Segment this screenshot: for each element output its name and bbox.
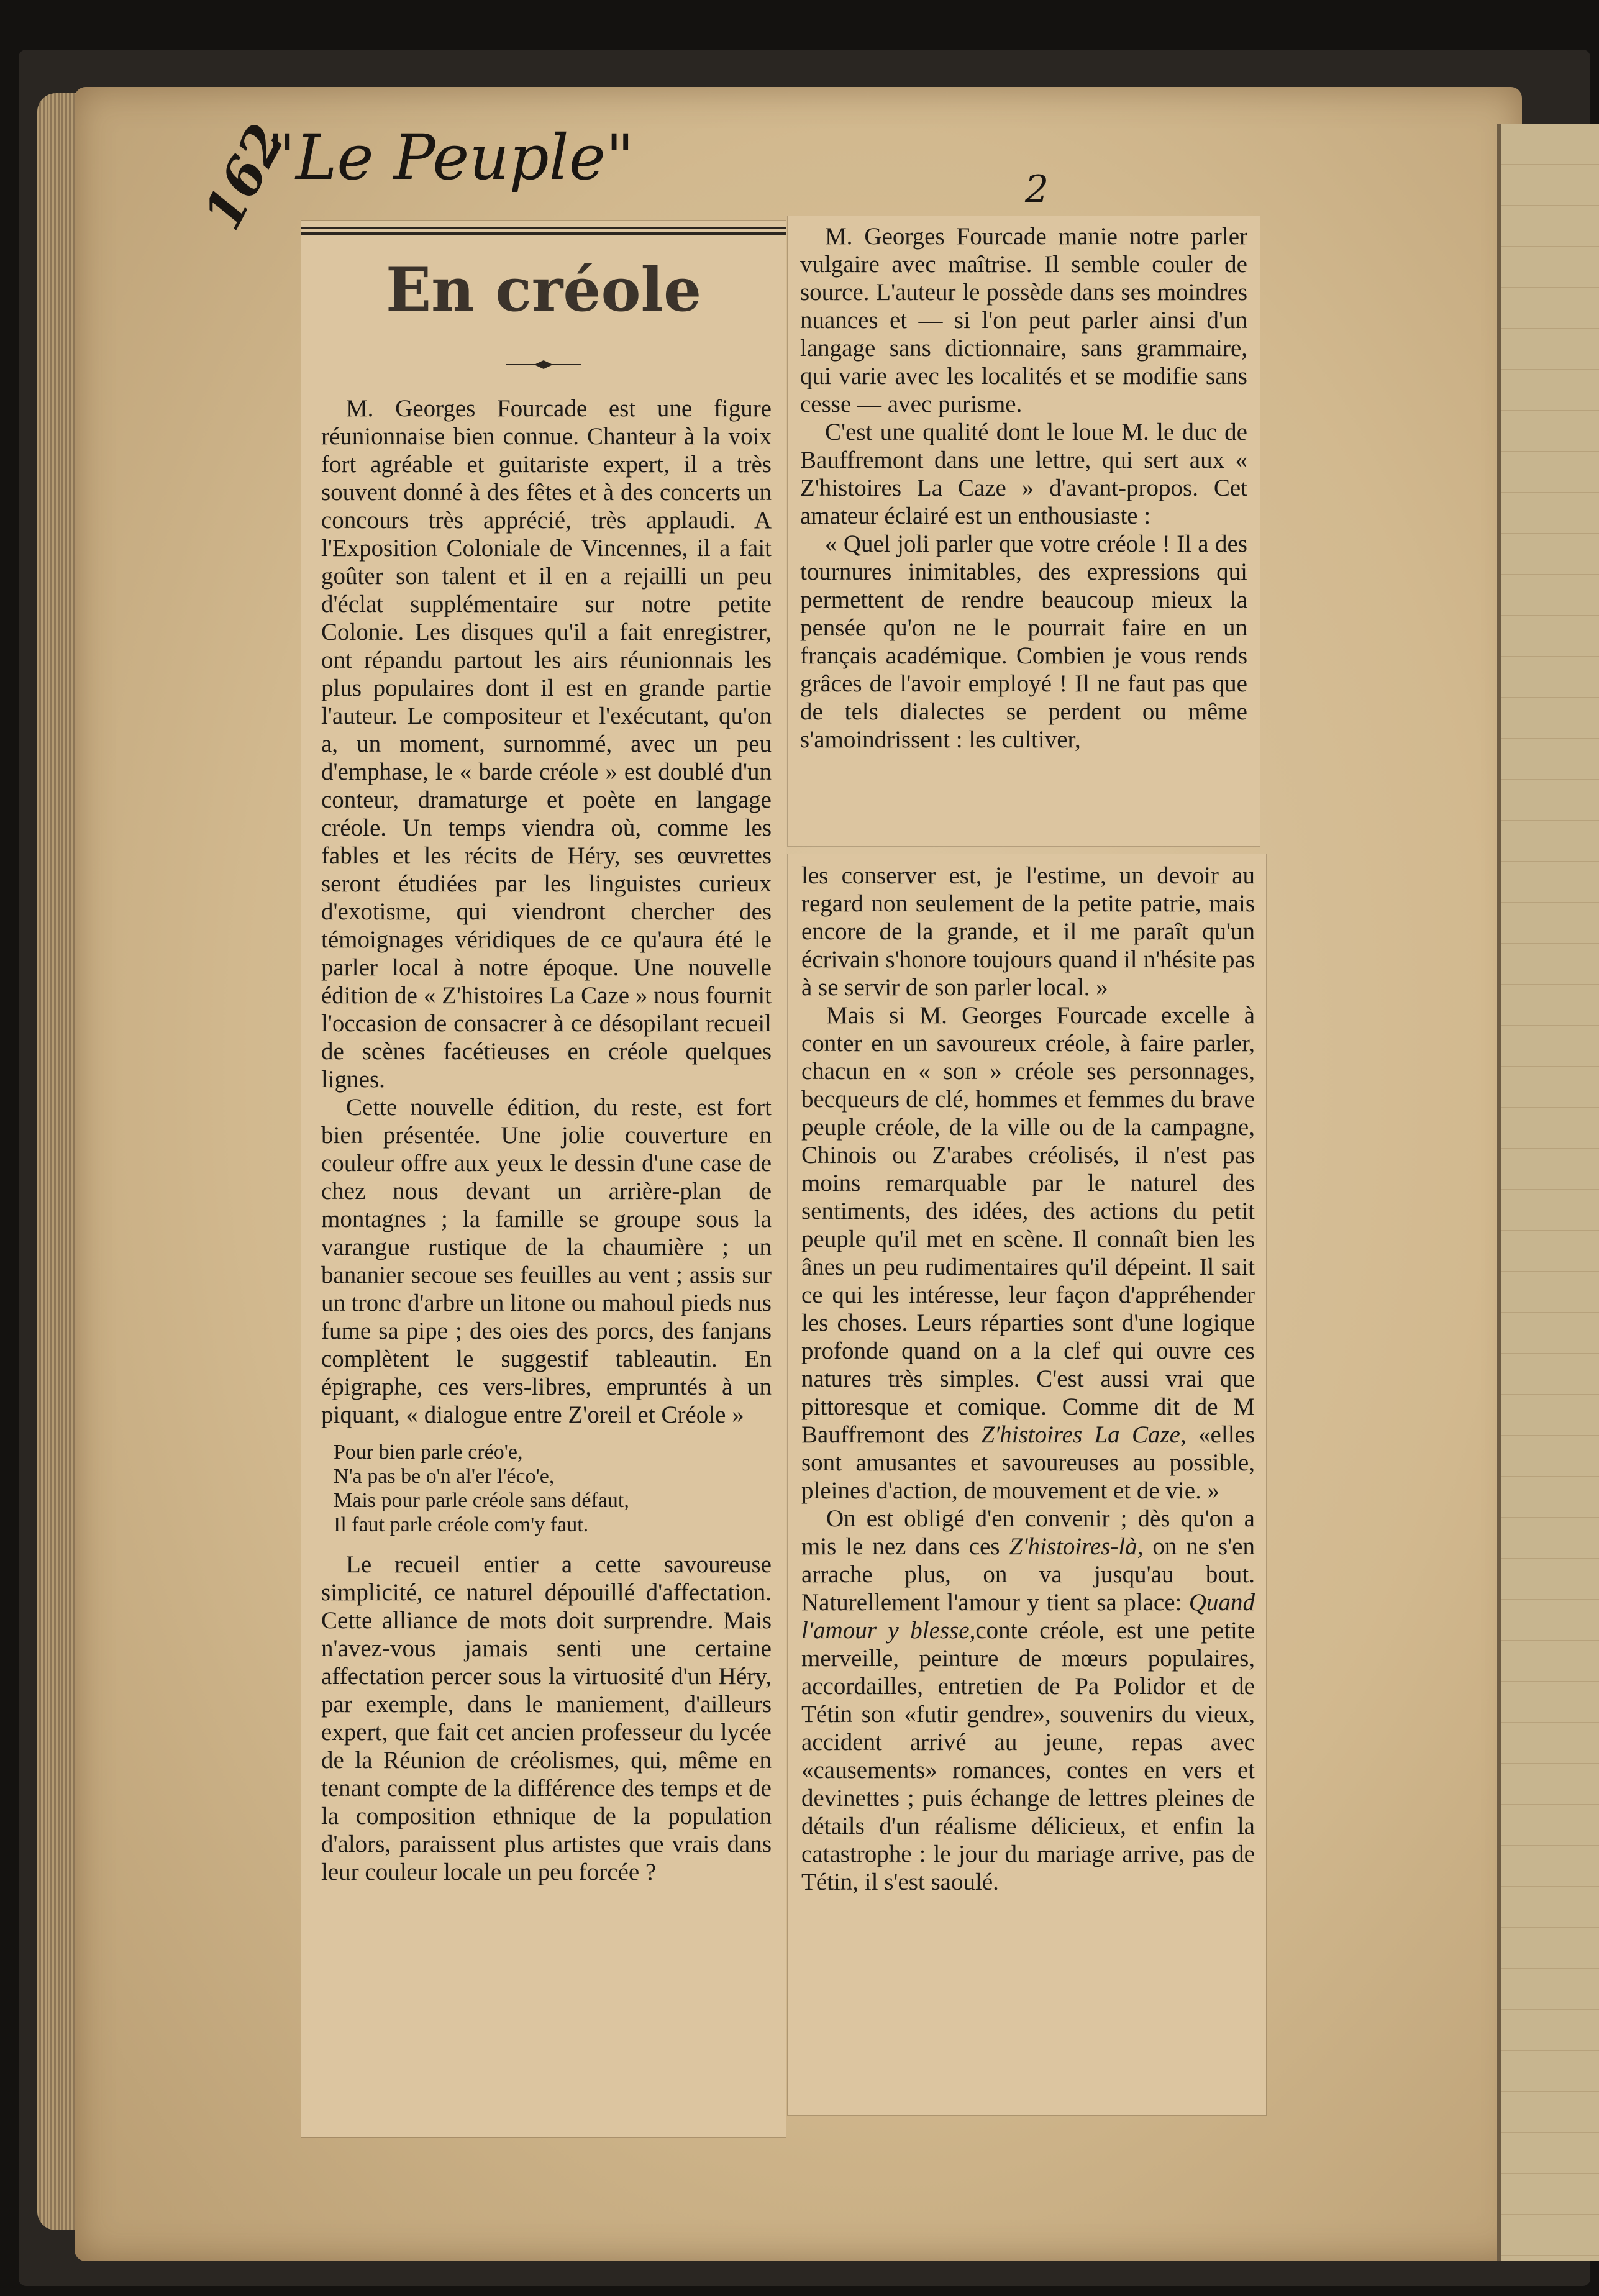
- clipping-column-3: [788, 854, 1266, 2115]
- handwritten-page-number: 162: [191, 114, 297, 240]
- article-column-3: [801, 862, 1255, 1896]
- text-run: conte créole, est une petite merveille, peinture de mœurs populaires, accordailles, entretien de Pa Polidor et de Tétin son «futir gendre», souvenirs du vieux, accident arrivé au jeune, repas avec «causements» romances, contes en vers et devinettes ; puis échange de lettres pleines de détails d'un réalisme délicieux, et enfin la catastrophe : le jour du mariage arrive, pas de Tétin, il s'est saoulé.: [801, 1617, 1255, 1895]
- clipping-column-1: [301, 221, 786, 2137]
- handwritten-newspaper-name: "Le Peuple": [267, 121, 634, 194]
- italic-title: Z'histoires-là,: [1009, 1533, 1144, 1560]
- paragraph: [801, 1001, 1255, 1505]
- paragraph: « Quel joli parler que votre créole ! Il a des tournures inimitables, des expressions qui permettent de rendre beaucoup mieux la pensée qu'on ne le pourrait faire en un français académique. Combien je vous rends grâces de l'avoir employé ! Il ne faut pas que de tels dialectes se perdent ou même s'amoindrissent : les cultiver,: [800, 531, 1247, 753]
- italic-title: Z'histoires La Caze,: [981, 1421, 1187, 1448]
- verse-line: Il faut parle créole com'y faut.: [334, 1513, 589, 1536]
- text-run: On est obligé d'en convenir ; dès qu'on a mis le nez dans ces: [801, 1505, 1255, 1560]
- facing-ledger-page: [1497, 124, 1599, 2261]
- paragraph: Le recueil entier a cette savoureuse simplicité, ce naturel dépouillé d'affectation. Cette alliance de mots doit surprendre. Mais n'avez-vous jamais senti une certaine affectation percer sous la virtuosité d'un Héry, par exemple, dans le maniement, d'ailleurs expert, que fait cet ancien professeur du lycée de la Réunion de créolismes, qui, même en tenant compte de la différence des temps et de la composition ethnique de la population d'alors, paraissent plus artistes que vrais dans leur couleur locale un peu forcée ?: [321, 1551, 772, 1885]
- italic-title: Quand l'amour y blesse,: [801, 1589, 1255, 1644]
- verse-line: Pour bien parle créo'e,: [334, 1441, 523, 1464]
- handwritten-column-number: 2: [1025, 168, 1049, 211]
- article-column-1: [321, 394, 772, 1886]
- ornament-divider: [506, 358, 581, 371]
- verse-line: Mais pour parle créole sans défaut,: [334, 1489, 629, 1512]
- paragraph: les conserver est, je l'estime, un devoir au regard non seulement de la petite patrie, mais encore de la grande, et il me paraît qu'un écrivain s'honore toujours quand il n'hésite pas à se servir de son parler local. »: [801, 862, 1255, 1001]
- paragraph: M. Georges Fourcade est une figure réunionnaise bien connue. Chanteur à la voix fort agréable et guitariste expert, il a très souvent donné à des fêtes et à des concerts un concours très apprécié, très applaudi. A l'Exposition Coloniale de Vincennes, il a fait goûter son talent et il en a rejailli un peu d'éclat supplémentaire sur notre petite Colonie. Les disques qu'il a fait enregistrer, ont répandu partout les airs réunionnais les plus populaires dont il est en grande partie l'auteur. Le compositeur et l'exécutant, qu'on a, un moment, surnommé, avec un peu d'emphase, le « barde créole » est doublé d'un conteur, dramaturge et poète en langage créole. Un temps viendra où, comme les fables et les récits de Héry, ses œuvrettes seront étudiées par les linguistes curieux d'exotisme, qui viendront chercher des témoignages véridiques de ce qu'aura été le parler local à notre époque. Une nouvelle édition de « Z'histoires La Caze » nous fournit l'occasion de consacrer à ce désopilant recueil de scènes facétieuses en créole quelques lignes.: [321, 395, 772, 1093]
- clipping-column-2: [788, 216, 1260, 846]
- article-column-2: [800, 222, 1247, 754]
- verse-epigraph: [334, 1440, 772, 1537]
- paragraph: [801, 1505, 1255, 1896]
- verse-line: N'a pas be o'n al'er l'éco'e,: [334, 1465, 555, 1488]
- double-rule: [301, 227, 786, 235]
- text-run: «elles sont amusantes et savoureuses au possible, pleines d'action, de mouvement et de vie. »: [801, 1421, 1255, 1504]
- paragraph: Cette nouvelle édition, du reste, est fort bien présentée. Une jolie couverture en couleur offre aux yeux le dessin d'une case de chez nous devant un arrière-plan de montagnes ; la famille se groupe sous la varangue rustique de la chaumière ; un bananier secoue ses feuilles au vent ; assis sur un tronc d'arbre un litone ou mahoul pieds nus fume sa pipe ; des oies des porcs, des fanjans complètent le suggestif tableautin. En épigraphe, ces vers-libres, empruntés à un piquant, « dialogue entre Z'oreil et Créole »: [321, 1094, 772, 1428]
- text-run: on ne s'en arrache plus, on va jusqu'au bout. Naturellement l'amour y tient sa place:: [801, 1533, 1255, 1616]
- paragraph: M. Georges Fourcade manie notre parler vulgaire avec maîtrise. Il semble couler de source. L'auteur le possède dans ses moindres nuances et — si l'on peut parler ainsi d'un langage sans dictionnaire, sans grammaire, qui varie avec les localités et se modifie sans cesse — avec purisme.: [800, 223, 1247, 417]
- article-headline: En créole: [385, 255, 702, 325]
- paragraph: C'est une qualité dont le loue M. le duc de Bauffremont dans une lettre, qui sert aux « Z'histoires La Caze » d'avant-propos. Cet amateur éclairé est un enthousiaste :: [800, 419, 1247, 529]
- text-run: Mais si M. Georges Fourcade excelle à conter en un savoureux créole, à faire parler, chacun en « son » créole ses personnages, becqueurs de clé, hommes et femmes du brave peuple créole, de la ville ou de la campagne, Chinois ou Z'arabes créolisés, il n'est pas moins remarquable par le naturel des sentiments, des idées, des actions du petit peuple qu'il met en scène. Il connaît bien les ânes un peu rudimentaires qu'il dépeint. Il sait ce qui les intéresse, leur façon d'appréhender les choses. Leurs réparties sont d'une logique profonde quand on a la clef qui ouvre ces natures très simples. C'est aussi vrai que pittoresque et comique. Comme dit de M Bauffremont des: [801, 1002, 1255, 1448]
